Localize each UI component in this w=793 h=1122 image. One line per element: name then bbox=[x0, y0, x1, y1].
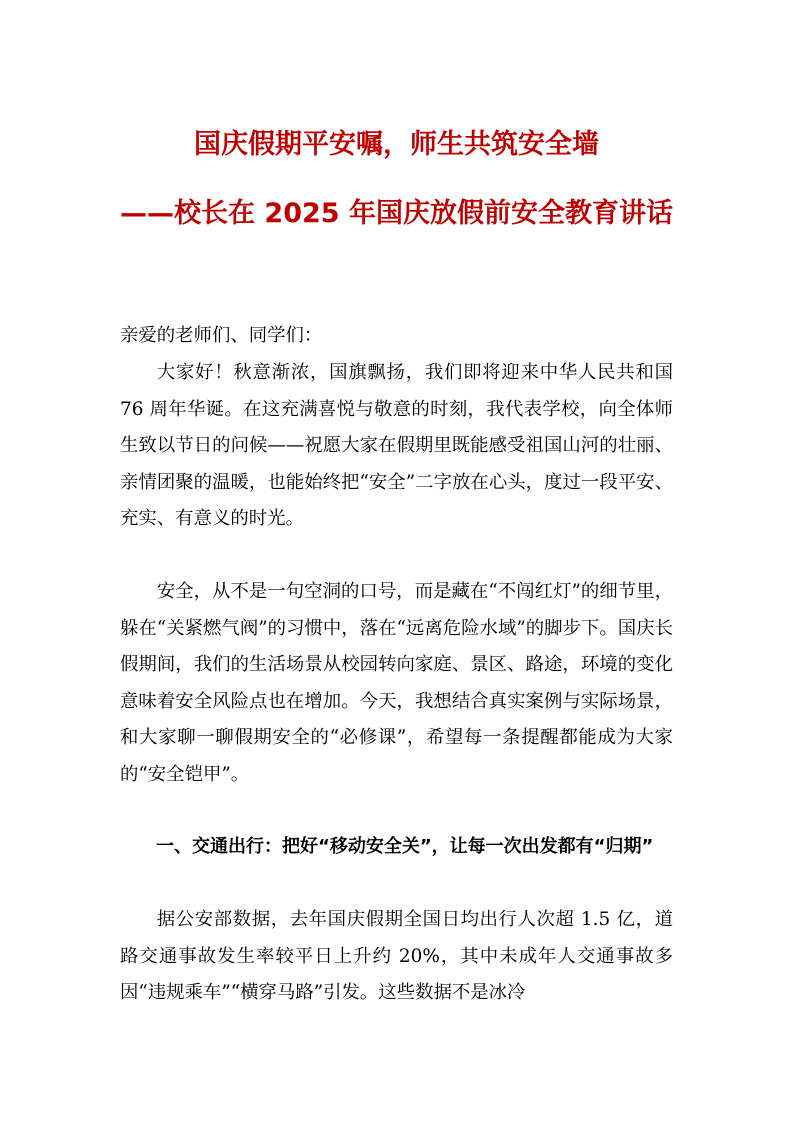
paragraph-safety-intro: 安全，从不是一句空洞的口号，而是藏在“不闯红灯”的细节里，躲在“关紧燃气阀”的习惯中，落在“远离危险水域”的脚步下。国庆长假期间，我们的生活场景从校园转向家庭、景区、路途，环境的变化意味着安全风险点也在增加。今天，我想结合真实案例与实际场景，和大家聊一聊假期安全的“必修课”，希望每一条提醒都能成为大家的“安全铠甲”。 bbox=[120, 581, 673, 785]
salutation: 亲爱的老师们、同学们： bbox=[120, 325, 323, 346]
paragraph-greeting: 大家好！秋意渐浓，国旗飘扬，我们即将迎来中华人民共和国 76 周年华诞。在这充满喜悦与敬意的时刻，我代表学校，向全体师生致以节日的问候——祝愿大家在假期里既能感受祖国山河的壮丽、亲情团聚的温暖，也能始终把“安全”二字放在心头，度过一段平安、充实、有意义的时光。 bbox=[120, 362, 673, 529]
document-subtitle: ——校长在 2025 年国庆放假前安全教育讲话 bbox=[120, 198, 673, 229]
paragraph-traffic-data: 据公安部数据，去年国庆假期全国日均出行人次超 1.5 亿，道路交通事故发生率较平日上升约 20%，其中未成年人交通事故多因“违规乘车”“横穿马路”引发。这些数据不是冰冷 bbox=[120, 909, 673, 1003]
document-title: 国庆假期平安嘱，师生共筑安全墙 bbox=[194, 129, 599, 160]
section-heading-traffic: 一、交通出行：把好“移动安全关”，让每一次出发都有“归期” bbox=[156, 836, 654, 857]
